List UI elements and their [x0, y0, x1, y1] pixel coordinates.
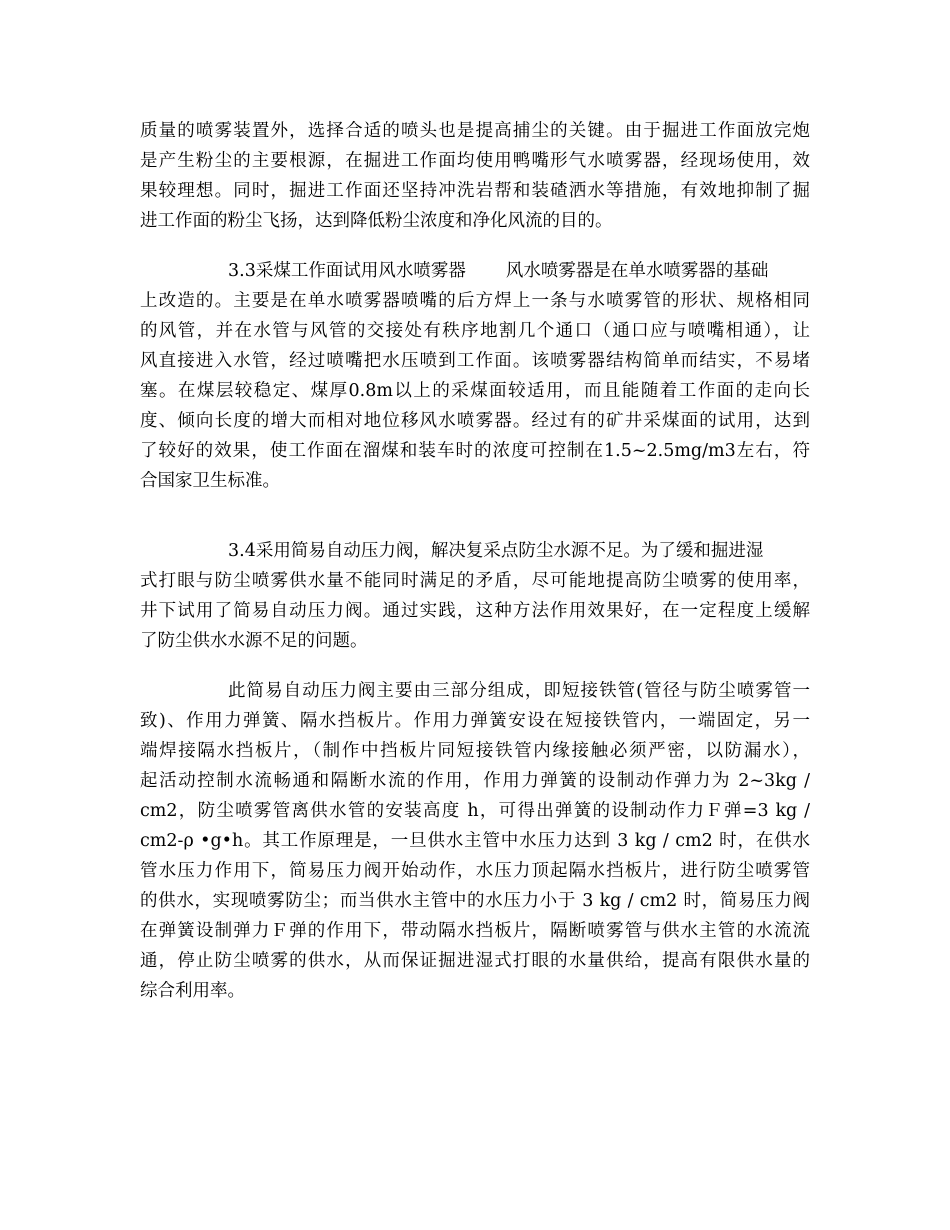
text-line: 端焊接隔水挡板片，（制作中挡板片同短接铁管内缘接触必须严密，以防漏水）， — [140, 741, 810, 761]
text-line: 是产生粉尘的主要根源，在掘进工作面均使用鸭嘴形气水喷雾器，经现场使用，效 — [140, 151, 810, 171]
text-line: 果较理想。同时，掘进工作面还坚持冲洗岩帮和装碴洒水等措施，有效地抑制了掘 — [140, 181, 810, 201]
text-line: cm2-ρ •g•h。其工作原理是，一旦供水主管中水压力达到 3 kg / cm2 时，在供水 — [140, 831, 810, 851]
text-line: 度、倾向长度的增大而相对地位移风水喷雾器。经过有的矿井采煤面的试用，达到 — [140, 411, 810, 431]
section-heading-line — [140, 256, 810, 286]
text-line: 致)、作用力弹簧、隔水挡板片。作用力弹簧安设在短接铁管内，一端固定，另一 — [140, 711, 810, 731]
text-line: 进工作面的粉尘飞扬，达到降低粉尘浓度和净化风流的目的。 — [140, 211, 613, 231]
text-line: 起活动控制水流畅通和隔断水流的作用，作用力弹簧的设制动作弹力为 2~3kg / — [140, 771, 810, 791]
text-line: 上改造的。主要是在单水喷雾器喷嘴的后方焊上一条与水喷雾管的形状、规格相同 — [140, 291, 810, 311]
text-line: 了防尘供水水源不足的问题。 — [140, 631, 368, 651]
paragraph-section-3-3 — [140, 256, 810, 496]
text-line: 综合利用率。 — [140, 981, 245, 1001]
text-line: 通，停止防尘喷雾的供水，从而保证掘进湿式打眼的水量供给，提高有限供水量的 — [140, 951, 810, 971]
paragraph-pressure-valve — [140, 676, 810, 1006]
paragraph-spray-nozzle — [140, 116, 810, 236]
text-line: 管水压力作用下，简易压力阀开始动作，水压力顶起隔水挡板片，进行防尘喷雾管 — [140, 861, 810, 881]
text-line: 的供水，实现喷雾防尘；而当供水主管中的水压力小于 3 kg / cm2 时，简易压力阀 — [140, 891, 810, 911]
text-line: 井下试用了简易自动压力阀。通过实践，这种方法作用效果好，在一定程度上缓解 — [140, 601, 810, 621]
text-line: 在弹簧设制弹力Ｆ弹的作用下，带动隔水挡板片，隔断喷雾管与供水主管的水流流 — [140, 921, 810, 941]
text-line: 质量的喷雾装置外，选择合适的喷头也是提高捕尘的关键。由于掘进工作面放完炮 — [140, 121, 810, 141]
section-heading-3-4: 3.4采用简易自动压力阀，解决复采点防尘水源不足。为了缓和掘进湿 — [228, 541, 764, 561]
text-line: 风直接进入水管，经过喷嘴把水压喷到工作面。该喷雾器结构简单而结实，不易堵 — [140, 351, 810, 371]
text-line: 塞。在煤层较稳定、煤厚0.8m以上的采煤面较适用，而且能随着工作面的走向长 — [140, 381, 810, 401]
section-heading-3-3: 3.3采煤工作面试用风水喷雾器 — [228, 261, 466, 281]
text-line: 式打眼与防尘喷雾供水量不能同时满足的矛盾，尽可能地提高防尘喷雾的使用率， — [140, 571, 810, 591]
text-line: cm2，防尘喷雾管离供水管的安装高度 h，可得出弹簧的设制动作力Ｆ弹=3 kg / — [140, 801, 810, 821]
text-line: 风水喷雾器是在单水喷雾器的基础 — [505, 261, 769, 281]
text-line: 合国家卫生标准。 — [140, 471, 280, 491]
paragraph-section-3-4 — [140, 536, 810, 656]
text-line: 此简易自动压力阀主要由三部分组成，即短接铁管(管径与防尘喷雾管一 — [228, 681, 810, 701]
text-line: 了较好的效果，使工作面在溜煤和装车时的浓度可控制在1.5~2.5mg/m3左右，符 — [140, 441, 810, 461]
text-line: 的风管，并在水管与风管的交接处有秩序地割几个通口（通口应与喷嘴相通），让 — [140, 321, 810, 341]
